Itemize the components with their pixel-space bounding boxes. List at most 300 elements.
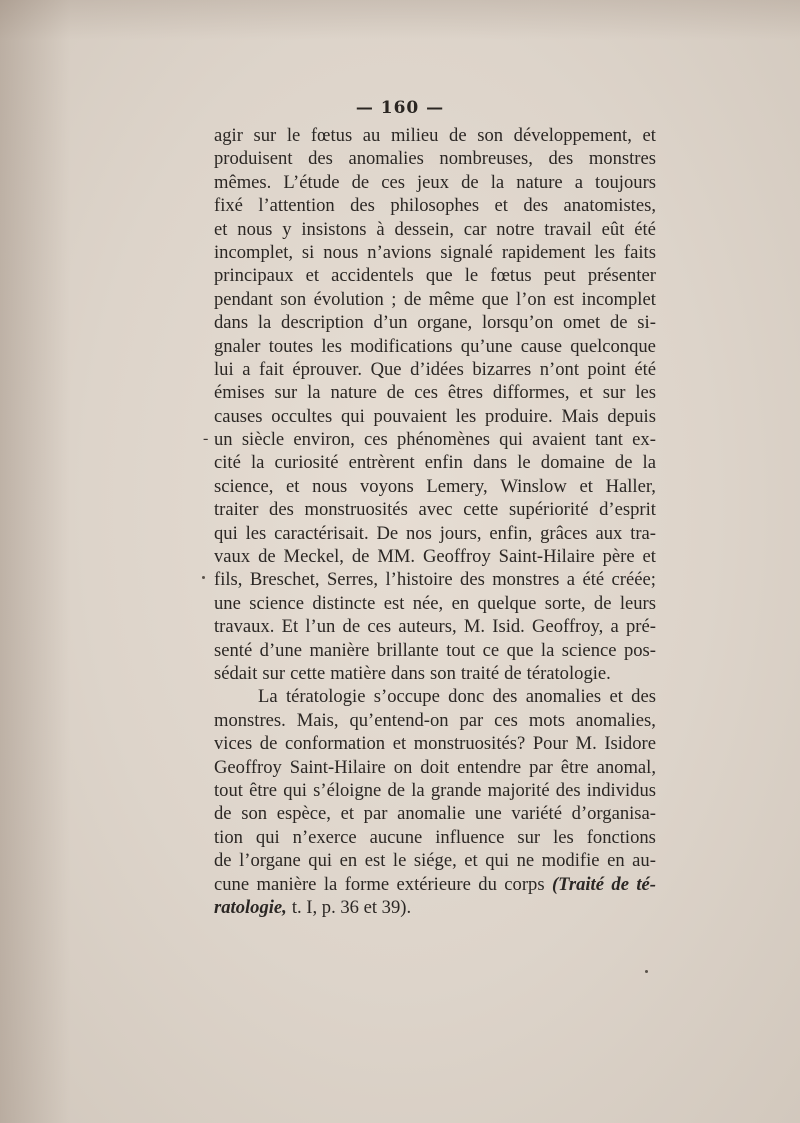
word: nous (323, 241, 359, 263)
word: travail (544, 218, 592, 240)
word: pos- (623, 639, 656, 661)
word: siége, (413, 850, 457, 872)
word: de (614, 452, 633, 474)
word: phénomènes (397, 429, 490, 451)
word: de (593, 592, 612, 614)
word: la (642, 452, 656, 474)
paragraph-1 (214, 124, 656, 685)
word: l’organe (239, 850, 301, 872)
text-line (214, 732, 656, 755)
word: produire. (485, 405, 553, 427)
word: que (506, 639, 534, 661)
text-line (214, 568, 656, 591)
word: rapidement (501, 241, 586, 263)
word: Haller, (605, 475, 656, 497)
word: et (464, 850, 478, 872)
word: et (579, 382, 593, 404)
word: le (517, 452, 531, 474)
text-line (214, 147, 656, 170)
word: a (242, 358, 251, 380)
word: de (386, 382, 405, 404)
word: de (342, 616, 361, 638)
word: Geoffroy (422, 546, 491, 568)
word: senté (214, 639, 253, 661)
word: ces (367, 616, 392, 638)
word: grâces (540, 522, 588, 544)
word: qui (214, 522, 238, 544)
word: des (523, 195, 549, 217)
text-line (214, 662, 656, 685)
margin-dot (202, 576, 205, 579)
word: environ, (293, 429, 355, 451)
word: de (351, 171, 370, 193)
text-line (214, 335, 656, 358)
word: monstres (492, 569, 560, 591)
word: caractérisait. (274, 522, 369, 544)
word: majorité (487, 779, 550, 801)
text-line (214, 218, 656, 241)
word: de (449, 125, 467, 146)
word: matière (330, 662, 386, 684)
word: cause (520, 335, 562, 357)
word: anomalie (397, 803, 466, 825)
word: doit (420, 756, 450, 778)
word: corps (504, 873, 545, 895)
word: nombreuses, (439, 148, 533, 170)
word: l’histoire (385, 569, 453, 591)
word: jeux (417, 171, 450, 193)
word: Isid. (492, 616, 525, 638)
word: principaux (214, 265, 294, 287)
word: lorsqu’on (481, 312, 554, 334)
word: Mais, (296, 709, 339, 731)
word: et (642, 125, 656, 146)
word: des (555, 779, 581, 801)
word: M. (463, 616, 486, 638)
word: son (241, 803, 268, 825)
word: les (321, 335, 343, 357)
word: y (282, 218, 292, 240)
word: faits (623, 241, 656, 263)
text-line (214, 849, 656, 872)
word: tant (595, 429, 623, 451)
word: extérieure (396, 873, 471, 895)
word: des (269, 499, 294, 521)
word: les (635, 382, 656, 404)
word: monstruosités (304, 499, 408, 521)
word: au (362, 125, 381, 146)
word: supériorité (508, 499, 589, 521)
word: d’organisa- (571, 803, 656, 825)
word: point (587, 358, 626, 380)
word: et (305, 265, 320, 287)
word: mots (528, 709, 565, 731)
word: conformation (284, 733, 386, 755)
text-line (214, 405, 656, 428)
word: Et (281, 616, 299, 638)
word: n’avions (367, 241, 432, 263)
word: tératologie. (526, 662, 611, 684)
word: par (459, 709, 484, 731)
word: une (214, 592, 241, 614)
word: cette (463, 499, 499, 521)
word: lui (214, 358, 234, 380)
word: Pour (532, 733, 568, 755)
word: produisent (214, 148, 293, 170)
word: même (428, 288, 475, 310)
word: est (364, 850, 386, 872)
word: en (339, 850, 358, 872)
text-line (214, 826, 656, 849)
word: enfin (424, 452, 463, 474)
word: auteurs, (398, 616, 457, 638)
word: créée; (611, 569, 656, 591)
word: cité (214, 452, 241, 474)
word: cune (214, 873, 250, 895)
word: variété (511, 803, 562, 825)
word: Saint-Hilaire (498, 546, 595, 568)
text-line (214, 358, 656, 381)
text-line (214, 802, 656, 825)
word: science (249, 592, 304, 614)
word: dans (473, 452, 508, 474)
text-line (214, 498, 656, 521)
text-line (214, 709, 656, 732)
word: par (363, 803, 388, 825)
word: l’attention (258, 195, 335, 217)
word: entendre (457, 756, 522, 778)
word: brillante (376, 639, 439, 661)
word: éprouver. (292, 358, 363, 380)
text-line (214, 475, 656, 498)
word: de (387, 779, 406, 801)
word: les (245, 522, 267, 544)
word: été (582, 569, 605, 591)
text-line (214, 639, 656, 662)
word: occultes (271, 405, 333, 427)
word: de (504, 662, 522, 684)
word: influence (435, 826, 505, 848)
word: et (392, 733, 407, 755)
word: qui (283, 779, 307, 801)
word: Winslow (500, 475, 567, 497)
word: manière (309, 639, 370, 661)
text-line (214, 685, 656, 708)
word: accidentels (331, 265, 414, 287)
word: Lemery, (426, 475, 488, 497)
word: qui (485, 850, 510, 872)
word: de (403, 288, 422, 310)
word: nature (330, 382, 377, 404)
word: d’esprit (599, 499, 656, 521)
word: manière (256, 873, 317, 895)
word: et (609, 686, 623, 708)
word: organe, (417, 312, 473, 334)
text-line (214, 545, 656, 568)
word: mêmes. (214, 171, 272, 193)
word: des (460, 569, 485, 591)
word: fils, (214, 569, 243, 591)
word: nos (406, 522, 432, 544)
word: science, (214, 475, 274, 497)
word: les (455, 405, 477, 427)
word: des (308, 148, 333, 170)
page-top-shadow (0, 0, 800, 40)
word: dans (390, 662, 426, 684)
word: la (540, 639, 555, 661)
word: difformes, (492, 382, 570, 404)
word: insistons (301, 218, 367, 240)
word: sorte, (544, 592, 586, 614)
word: que (481, 288, 509, 310)
word: voyons (359, 475, 414, 497)
word: leurs (619, 592, 656, 614)
word: et (642, 546, 656, 568)
word: travaux. (214, 616, 275, 638)
word: en (451, 592, 470, 614)
word: développement, (513, 125, 632, 146)
word: fixé (214, 195, 243, 217)
word: agir (214, 125, 243, 146)
word: aux (595, 522, 623, 544)
word: incomplet (581, 288, 656, 310)
word: l’on (516, 288, 546, 310)
word: son (477, 125, 504, 146)
word: enfin, (489, 522, 533, 544)
word: être (560, 756, 589, 778)
word: la (250, 452, 265, 474)
word: anomalies, (575, 709, 656, 731)
word: anomal, (596, 756, 656, 778)
word: de (611, 873, 629, 895)
word: et (286, 475, 300, 497)
word: pré- (626, 616, 656, 638)
word: a (610, 616, 619, 638)
word: des (350, 195, 375, 217)
word: fœtus (310, 125, 353, 146)
word: signalé (440, 241, 493, 263)
word: en (607, 850, 625, 872)
word: de (214, 850, 232, 872)
word: d’une (259, 639, 303, 661)
word: si (301, 241, 315, 263)
word: la (307, 382, 321, 404)
paragraph-2 (214, 685, 656, 896)
word: milieu (390, 125, 439, 146)
word: être (249, 779, 277, 801)
word: ces (381, 171, 405, 193)
word: au- (632, 850, 656, 872)
word: d’un (373, 312, 408, 334)
word: curiosité (274, 452, 339, 474)
text-line (214, 522, 656, 545)
word: modifie (541, 850, 600, 872)
citation-reference: t. I, p. 36 et 39). (291, 896, 412, 918)
italic-citation-text: ratologie, (214, 896, 287, 918)
word: ; (391, 288, 397, 310)
word: distincte (312, 592, 376, 614)
word: son (280, 288, 307, 310)
word: ne (516, 850, 535, 872)
word: Saint-Hilaire (289, 756, 386, 778)
word: et (340, 803, 354, 825)
word: ce (482, 639, 500, 661)
word: Mais (561, 405, 599, 427)
word: Isidore (604, 733, 656, 755)
word: nous (312, 475, 348, 497)
word: de (351, 546, 370, 568)
word: aucune (369, 826, 423, 848)
paragraph-2-last-line (214, 896, 656, 919)
word: pendant (214, 288, 273, 310)
word: nous (237, 218, 273, 240)
word: peut (543, 265, 576, 287)
word: traité (460, 662, 500, 684)
word: tout (214, 779, 243, 801)
word: été (634, 358, 656, 380)
word: grande (430, 779, 482, 801)
word: et (494, 195, 508, 217)
word: par (529, 756, 553, 778)
word: monstres (588, 148, 656, 170)
word: donc (448, 686, 485, 708)
word: du (478, 873, 497, 895)
word: toujours (595, 171, 656, 193)
word: omet (563, 312, 601, 334)
word: présenter (587, 265, 656, 287)
word: des (492, 686, 518, 708)
word: sur (253, 125, 277, 146)
word: n’ont (539, 358, 579, 380)
word: anomalies (525, 686, 602, 708)
word: fœtus (490, 265, 532, 287)
word: monstruosités? (413, 733, 526, 755)
word: ces (364, 429, 388, 451)
word: et (214, 218, 228, 240)
word: qui (340, 405, 365, 427)
word: est (383, 592, 405, 614)
word: monstres. (214, 709, 286, 731)
word: Que (370, 358, 402, 380)
word: (Traité (551, 873, 604, 895)
word: quelconque (570, 335, 656, 357)
word: traiter (214, 499, 259, 521)
word: vaux (214, 546, 251, 568)
text-line (214, 428, 656, 451)
word: a (566, 569, 576, 591)
word: entrèrent (348, 452, 415, 474)
word: la (490, 171, 505, 193)
word: est (553, 288, 575, 310)
word: sur (517, 826, 541, 848)
word: qu’entend-on (349, 709, 449, 731)
word: L’étude (283, 171, 340, 193)
word: fait (259, 358, 284, 380)
word: avaient (532, 429, 586, 451)
text-line (214, 124, 656, 147)
word: qui (499, 429, 523, 451)
word: des (631, 686, 656, 708)
word: description (281, 312, 364, 334)
word: s’occupe (373, 686, 440, 708)
word: d’idées (410, 358, 464, 380)
word: sédait (214, 662, 258, 684)
stray-dot (645, 970, 648, 973)
word: si- (637, 312, 656, 334)
word: modifications (350, 335, 453, 357)
word: une (474, 803, 502, 825)
word: té- (636, 873, 656, 895)
page-number: — 160 — (355, 98, 445, 118)
word: espèce, (276, 803, 331, 825)
word: émises (214, 382, 265, 404)
word: car (463, 218, 487, 240)
word: été (634, 218, 656, 240)
word: sur (274, 382, 298, 404)
word: évolution (313, 288, 384, 310)
word: depuis (607, 405, 656, 427)
page-edge-shadow (0, 0, 70, 1123)
word: l’un (305, 616, 336, 638)
word: sur (262, 662, 286, 684)
text-line (214, 264, 656, 287)
word: philosophes (390, 195, 480, 217)
word: anatomistes, (563, 195, 656, 217)
word: êtres (447, 382, 483, 404)
word: fonctions (586, 826, 656, 848)
word: de (609, 312, 628, 334)
text-line (214, 451, 656, 474)
word: la (411, 779, 425, 801)
word: Breschet, (249, 569, 320, 591)
word: toutes (268, 335, 314, 357)
word: quelque (477, 592, 537, 614)
text-line (214, 592, 656, 615)
word: le (464, 265, 479, 287)
text-line (214, 756, 656, 779)
word: notre (496, 218, 535, 240)
word: Geoffroy (214, 756, 282, 778)
word: tra- (630, 522, 656, 544)
word: La (258, 686, 278, 708)
text-line (214, 171, 656, 194)
word: pouvaient (373, 405, 447, 427)
word: nature (516, 171, 563, 193)
word: de (258, 546, 276, 568)
word: qu’une (460, 335, 513, 357)
word: siècle (241, 429, 285, 451)
text-line (214, 194, 656, 217)
text-line (214, 615, 656, 638)
word: tion (214, 826, 243, 848)
word: anomalies (348, 148, 424, 170)
text-line (214, 381, 656, 404)
word: Geoffroy, (532, 616, 604, 638)
word: MM. (377, 546, 416, 568)
body-text (214, 124, 656, 919)
word: la (323, 873, 338, 895)
word: le (392, 850, 407, 872)
word: vices (214, 733, 253, 755)
word: née, (412, 592, 444, 614)
word: s’éloigne (313, 779, 382, 801)
word: bizarres (472, 358, 532, 380)
text-line (214, 873, 656, 896)
text-line (214, 311, 656, 334)
word: science (561, 639, 617, 661)
word: cette (290, 662, 326, 684)
word: que (425, 265, 453, 287)
